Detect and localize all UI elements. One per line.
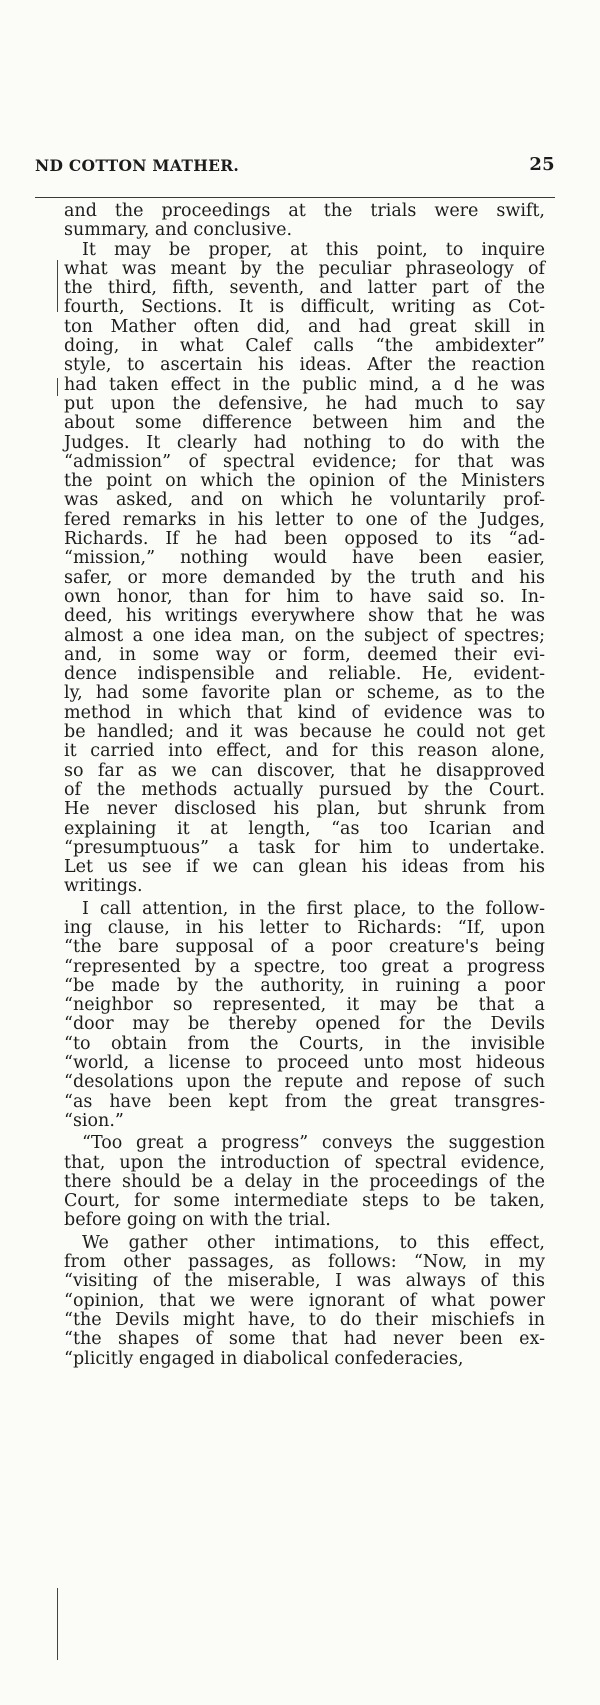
margin-mark-3 [57, 1588, 58, 1660]
text-line: Richards. If he had been opposed to its “ad- [64, 529, 545, 550]
text-line: fered remarks in his letter to one of the Judges, [64, 509, 545, 530]
text-line: from other passages, as follows: “Now, in my [64, 1252, 545, 1273]
page-body [64, 202, 545, 1369]
text-line: “Too great a progress” conveys the suggestion [82, 1133, 545, 1154]
text-line: “door may be thereby opened for the Devils [64, 1014, 545, 1035]
text-line: “admission” of spectral evidence; for that was [64, 451, 545, 472]
text-line: doing, in what Calef calls “the ambidexter” [64, 336, 545, 357]
text-line: deed, his writings everywhere show that he was [64, 606, 545, 627]
text-line: “as have been kept from the great transgres- [64, 1091, 545, 1112]
text-line: He never disclosed his plan, but shrunk from [64, 799, 545, 820]
text-line: and the proceedings at the trials were swift, [64, 201, 545, 221]
text-line: of the methods actually pursued by the Court. [64, 779, 545, 800]
text-line: writings. [64, 876, 143, 897]
text-line: “desolations upon the repute and repose of such [64, 1072, 545, 1093]
margin-mark-2 [57, 378, 58, 396]
text-line: almost a one idea man, on the subject of spectres; [64, 625, 545, 646]
paragraph-too-great-progress [64, 1134, 545, 1230]
text-line: Judges. It clearly had nothing to do with the [64, 432, 545, 453]
text-line: the third, fifth, seventh, and latter part of the [64, 278, 545, 299]
text-line: safer, or more demanded by the truth and his [64, 567, 545, 588]
text-line: “plicitly engaged in diabolical confederacies, [64, 1348, 464, 1369]
paragraph-other-intimations [64, 1234, 545, 1369]
paragraph-richards-letter [64, 900, 545, 1132]
text-line: had taken effect in the public mind, a d he was [64, 374, 545, 395]
text-line: was asked, and on which he voluntarily prof- [64, 490, 545, 511]
text-line: it carried into effect, and for this reason alone, [64, 741, 545, 762]
text-line: “sion.” [64, 1110, 124, 1131]
text-line: put upon the defensive, he had much to say [64, 393, 545, 414]
text-line: explaining it at length, “as too Icarian and [64, 818, 545, 839]
text-line: Court, for some intermediate steps to be taken, [64, 1191, 545, 1212]
text-line: the point on which the opinion of the Ministers [64, 471, 545, 492]
text-line: dence indispensible and reliable. He, evident- [64, 664, 545, 685]
text-line: there should be a delay in the proceedings of the [64, 1171, 545, 1192]
text-line: “the Devils might have, to do their mischiefs in [64, 1309, 545, 1330]
text-line: “neighbor so represented, it may be that a [64, 995, 545, 1016]
text-line: I call attention, in the first place, to the follow- [82, 898, 545, 919]
text-line: “world, a license to proceed unto most hideous [64, 1053, 545, 1074]
paragraph-phraseology [64, 241, 545, 897]
text-line: own honor, than for him to have said so. In- [64, 586, 545, 607]
page-number: 25 [529, 154, 555, 175]
text-line: be handled; and it was because he could not get [64, 722, 545, 743]
text-line: ly, had some favorite plan or scheme, as to the [64, 683, 545, 704]
text-line: “the shapes of some that had never been ex- [64, 1329, 545, 1350]
text-line: ton Mather often did, and had great skill in [64, 316, 545, 337]
text-line: fourth, Sections. It is difficult, writing as Cot- [64, 297, 545, 318]
text-line: “the bare supposal of a poor creature's being [64, 937, 545, 958]
text-line: before going on with the trial. [64, 1210, 331, 1231]
header-rule [35, 197, 555, 198]
text-line: “to obtain from the Courts, in the invisible [64, 1033, 545, 1054]
text-line: about some difference between him and the [64, 413, 545, 434]
text-line: “mission,” nothing would have been easier, [64, 548, 545, 569]
text-line: and, in some way or form, deemed their evi- [64, 644, 545, 665]
text-line: We gather other intimations, to this effect, [82, 1232, 545, 1253]
text-line: “opinion, that we were ignorant of what power [64, 1290, 545, 1311]
text-line: style, to ascertain his ideas. After the reaction [64, 355, 545, 376]
text-line: It may be proper, at this point, to inquire [82, 239, 545, 260]
text-line: “represented by a spectre, too great a progress [64, 956, 545, 977]
margin-mark-1 [57, 260, 58, 312]
text-line: ing clause, in his letter to Richards: “If, upon [64, 917, 545, 938]
text-line: “presumptuous” a task for him to undertake. [64, 837, 545, 858]
text-line: what was meant by the peculiar phraseology of [64, 258, 545, 279]
text-line: Let us see if we can glean his ideas from his [64, 857, 545, 878]
text-line: that, upon the introduction of spectral evidence, [64, 1152, 545, 1173]
paragraph-continuation [64, 202, 545, 241]
text-line: summary, and conclusive. [64, 220, 293, 241]
text-line: so far as we can discover, that he disapproved [64, 760, 545, 781]
text-line: “be made by the authority, in ruining a poor [64, 975, 545, 996]
running-head: ND COTTON MATHER. [35, 156, 240, 175]
text-line: “visiting of the miserable, I was always of this [64, 1271, 545, 1292]
text-line: method in which that kind of evidence was to [64, 702, 545, 723]
